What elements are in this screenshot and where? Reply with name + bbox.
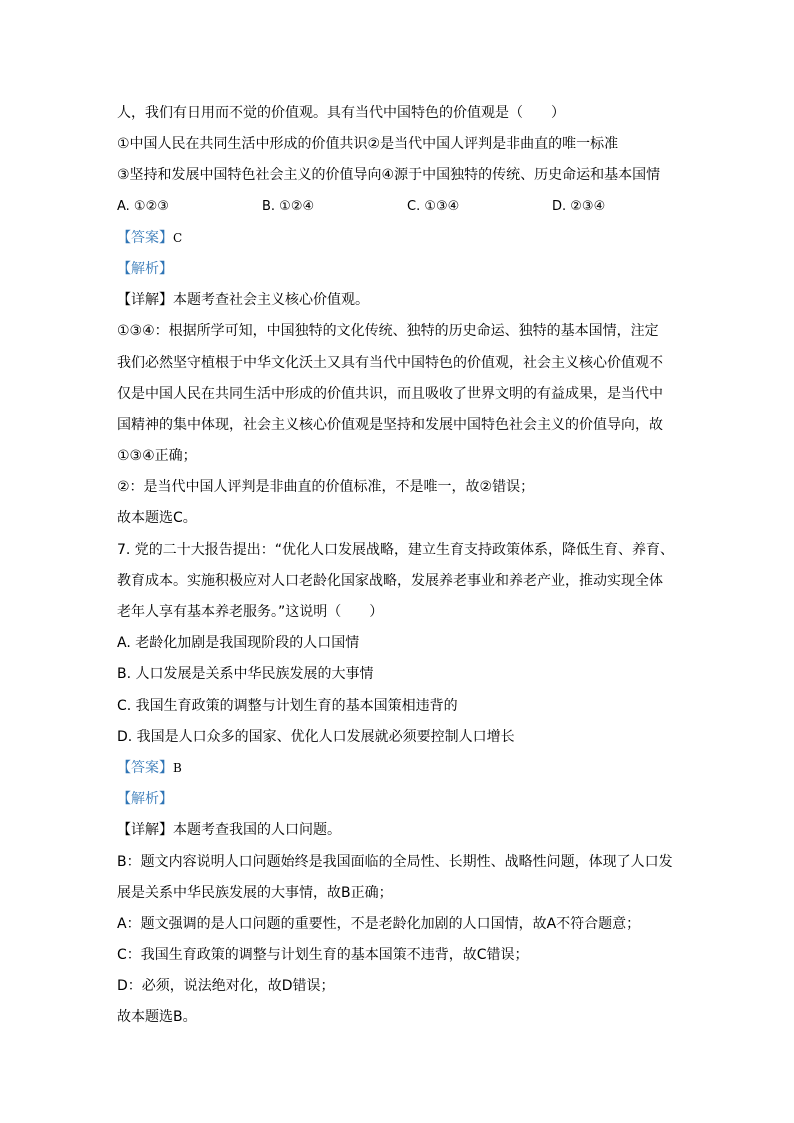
detail-text: 本题考查我国的人口问题。 [173, 822, 341, 839]
question-stem: 人，我们有日用而不觉的价值观。具有当代中国特色的价值观是（ ） [117, 105, 565, 121]
explanation-line: 我们必然坚守植根于中华文化沃土又具有当代中国特色的价值观，社会主义核心价值观不 [117, 354, 663, 371]
option-d: D. ②③④ [552, 198, 606, 214]
explanation-line: 故本题选B。 [117, 1009, 197, 1026]
question-stem: 老年人享有基本养老服务。”这说明（ ） [117, 604, 384, 620]
detail-text: 本题考查社会主义核心价值观。 [173, 292, 369, 309]
explanation-line: ①③④：根据所学可知，中国独特的文化传统、独特的历史命运、独特的基本国情，注定 [117, 323, 659, 340]
question-stem: 7. 党的二十大报告提出：“优化人口发展战略，建立生育支持政策体系，降低生育、养育、 [117, 541, 675, 558]
answer-tag: 【答案】 [117, 229, 173, 246]
explanation-line: A：题文强调的是人口问题的重要性，不是老龄化加剧的人口国情，故A不符合题意； [117, 915, 641, 932]
explanation-line: 仅是中国人民在共同生活中形成的价值共识，而且吸收了世界文明的有益成果，是当代中 [117, 385, 663, 402]
answer-value: C [173, 230, 183, 245]
option-c: C. 我国生育政策的调整与计划生育的基本国策相违背的 [117, 697, 458, 714]
statement-line: ③坚持和发展中国特色社会主义的价值导向④源于中国独特的传统、历史命运和基本国情 [117, 167, 661, 184]
explanation-line: B：题文内容说明人口问题始终是我国面临的全局性、长期性、战略性问题，体现了人口发 [117, 853, 673, 870]
answer-line [117, 757, 677, 788]
answer-tag: 【答案】 [117, 759, 173, 776]
option-b: B. 人口发展是关系中华民族发展的大事情 [117, 666, 374, 683]
explanation-line: D：必须，说法绝对化，故D错误； [117, 978, 335, 995]
option-a: A. 老龄化加剧是我国现阶段的人口国情 [117, 635, 360, 652]
statement-line: ①中国人民在共同生活中形成的价值共识②是当代中国人评判是非曲直的唯一标准 [117, 136, 619, 153]
question-stem: 教育成本。实施积极应对人口老龄化国家战略，发展养老事业和养老产业，推动实现全体 [117, 572, 663, 589]
analysis-tag: 【解析】 [117, 260, 173, 277]
explanation-line: 展是关系中华民族发展的大事情，故B正确； [117, 884, 393, 901]
answer-value: B [173, 760, 182, 775]
option-c: C. ①③④ [407, 198, 460, 214]
option-a: A. ①②③ [117, 198, 169, 214]
detail-line [117, 819, 677, 850]
option-d: D. 我国是人口众多的国家、优化人口发展就必须要控制人口增长 [117, 728, 515, 745]
answer-line [117, 227, 677, 258]
detail-tag: 【详解】 [117, 822, 173, 839]
analysis-tag: 【解析】 [117, 791, 173, 808]
option-b: B. ①②④ [262, 198, 315, 214]
explanation-line: C：我国生育政策的调整与计划生育的基本国策不违背，故C错误； [117, 947, 529, 964]
explanation-line: ①③④正确； [117, 448, 197, 465]
detail-line [117, 289, 677, 320]
explanation-line: 故本题选C。 [117, 510, 197, 527]
explanation-line: ②：是当代中国人评判是非曲直的价值标准，不是唯一，故②错误； [117, 479, 535, 496]
detail-tag: 【详解】 [117, 292, 173, 309]
explanation-line: 国精神的集中体现，社会主义核心价值观是坚持和发展中国特色社会主义的价值导向，故 [117, 416, 663, 433]
options-row [117, 196, 677, 227]
document-page [117, 102, 677, 1038]
